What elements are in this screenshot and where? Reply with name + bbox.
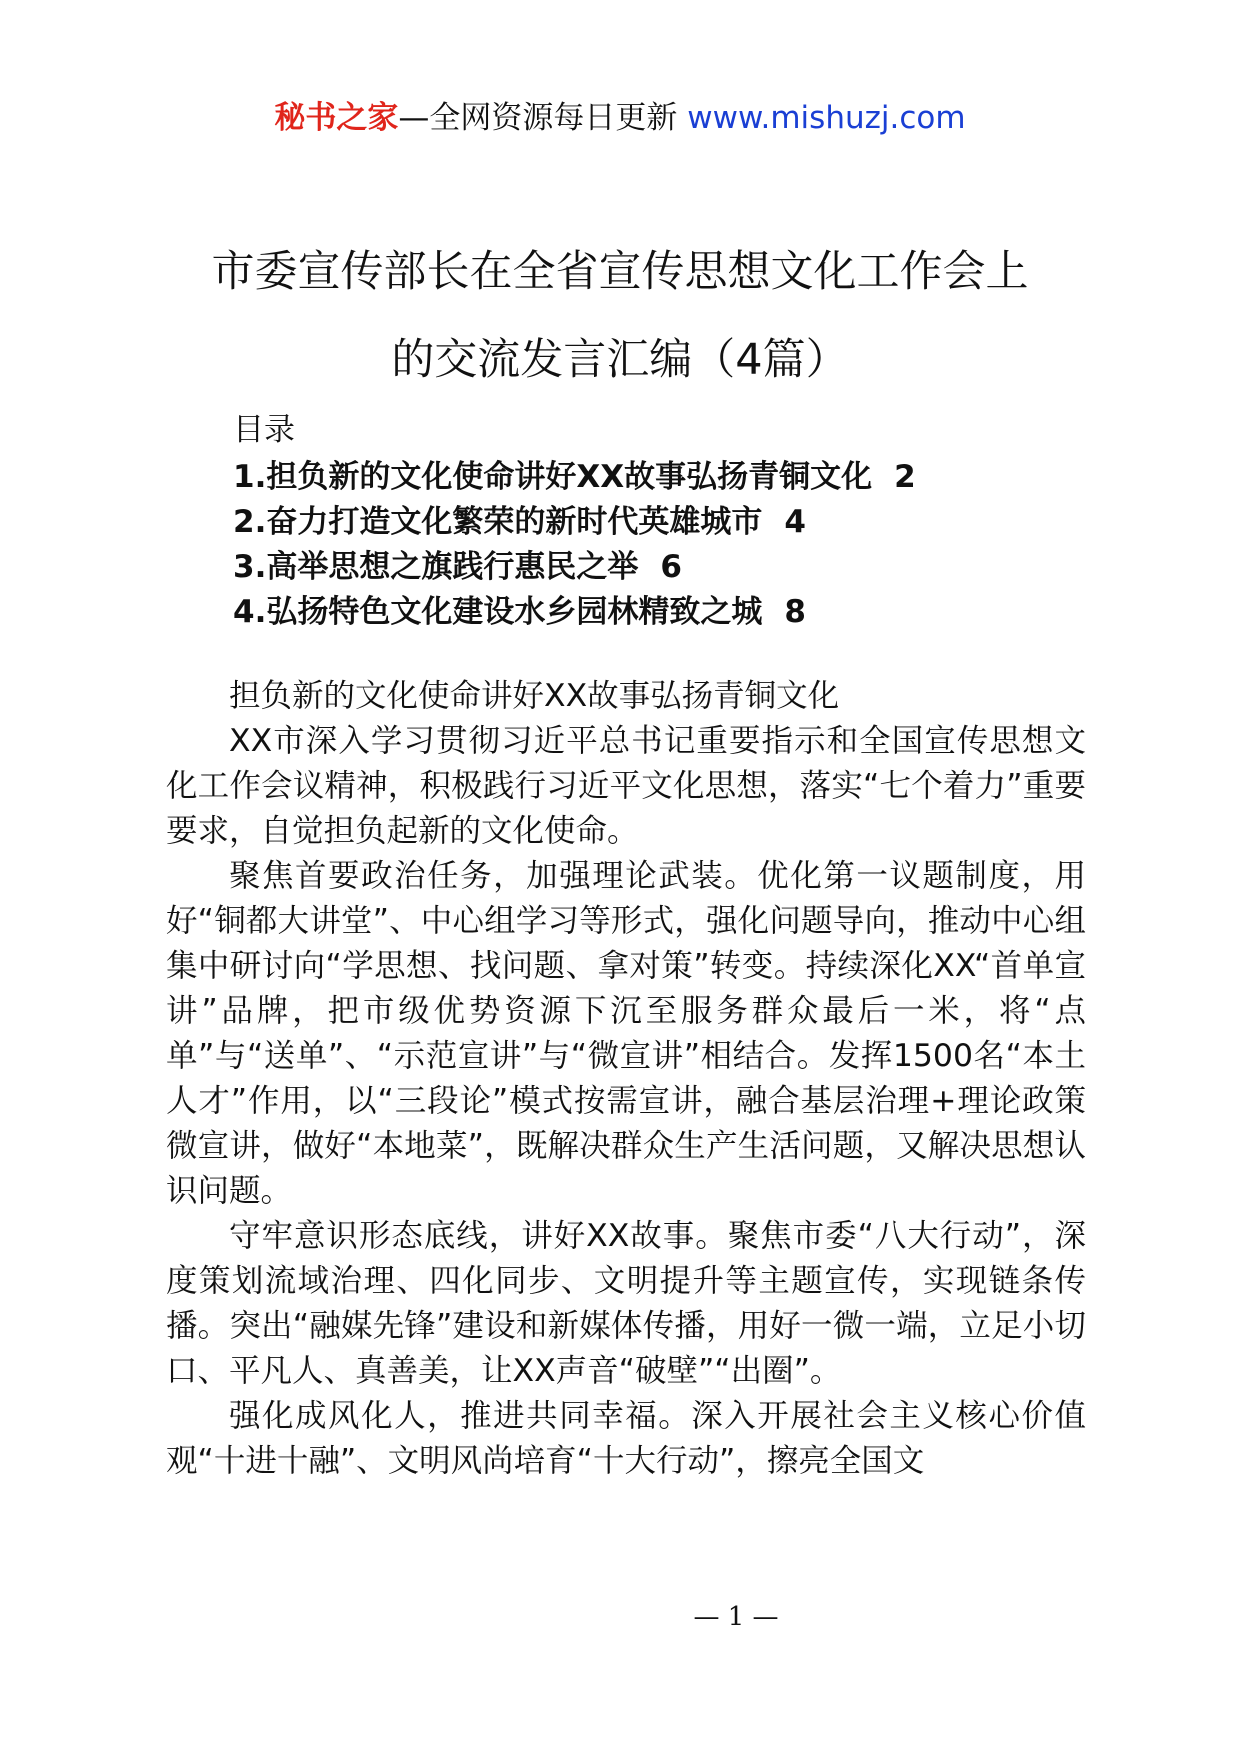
site-header: [0, 98, 1240, 138]
body-paragraph: XX市深入学习贯彻习近平总书记重要指示和全国宣传思想文化工作会议精神，积极践行习近平文化思想，落实“七个着力”重要要求，自觉担负起新的文化使命。: [166, 723, 1086, 849]
page-number: — 1 —: [693, 1602, 779, 1632]
document-body: [166, 674, 1086, 1484]
toc-item-page: 8: [784, 594, 806, 630]
table-of-contents: [233, 455, 916, 635]
body-paragraph: 强化成风化人，推进共同幸福。深入开展社会主义核心价值观“十进十融”、文明风尚培育“十大行动”，擦亮全国文: [166, 1398, 1086, 1479]
body-paragraph: 守牢意识形态底线，讲好XX故事。聚焦市委“八大行动”，深度策划流域治理、四化同步、文明提升等主题宣传，实现链条传播。突出“融媒先锋”建设和新媒体传播，用好一微一端，立足小切口、平凡人、真善美，让XX声音“破壁”“出圈”。: [166, 1218, 1086, 1389]
toc-heading: 目录: [233, 412, 295, 448]
brand-name: 秘书之家: [274, 100, 399, 136]
toc-item[interactable]: [233, 500, 916, 545]
document-title-line-2: 的交流发言汇编（4篇）: [391, 335, 849, 385]
toc-item-text: 4.弘扬特色文化建设水乡园林精致之城: [233, 594, 763, 630]
document-title-line-1: 市委宣传部长在全省宣传思想文化工作会上: [211, 247, 1029, 297]
body-paragraph: 聚焦首要政治任务，加强理论武装。优化第一议题制度，用好“铜都大讲堂”、中心组学习等形式，强化问题导向，推动中心组集中研讨向“学思想、找问题、拿对策”转变。持续深化XX“首单宣讲”品牌，把市级优势资源下沉至服务群众最后一米，将“点单”与“送单”、“示范宣讲”与“微宣讲”相结合。发挥1500名“本土人才”作用，以“三段论”模式按需宣讲，融合基层治理+理论政策微宣讲，做好“本地菜”，既解决群众生产生活问题，又解决思想认识问题。: [166, 858, 1086, 1209]
toc-item[interactable]: [233, 545, 916, 590]
toc-item-text: 1.担负新的文化使命讲好XX故事弘扬青铜文化: [233, 459, 873, 495]
toc-item-page: 6: [660, 549, 682, 585]
toc-item-page: 4: [784, 504, 806, 540]
toc-item-text: 2.奋力打造文化繁荣的新时代英雄城市: [233, 504, 763, 540]
toc-item-text: 3.高举思想之旗践行惠民之举: [233, 549, 639, 585]
toc-item-page: 2: [894, 459, 916, 495]
site-url-link[interactable]: www.mishuzj.com: [687, 100, 966, 136]
toc-item[interactable]: [233, 455, 916, 500]
toc-item[interactable]: [233, 590, 916, 635]
header-slogan: —全网资源每日更新: [398, 100, 688, 136]
section-title: 担负新的文化使命讲好XX故事弘扬青铜文化: [229, 678, 840, 714]
